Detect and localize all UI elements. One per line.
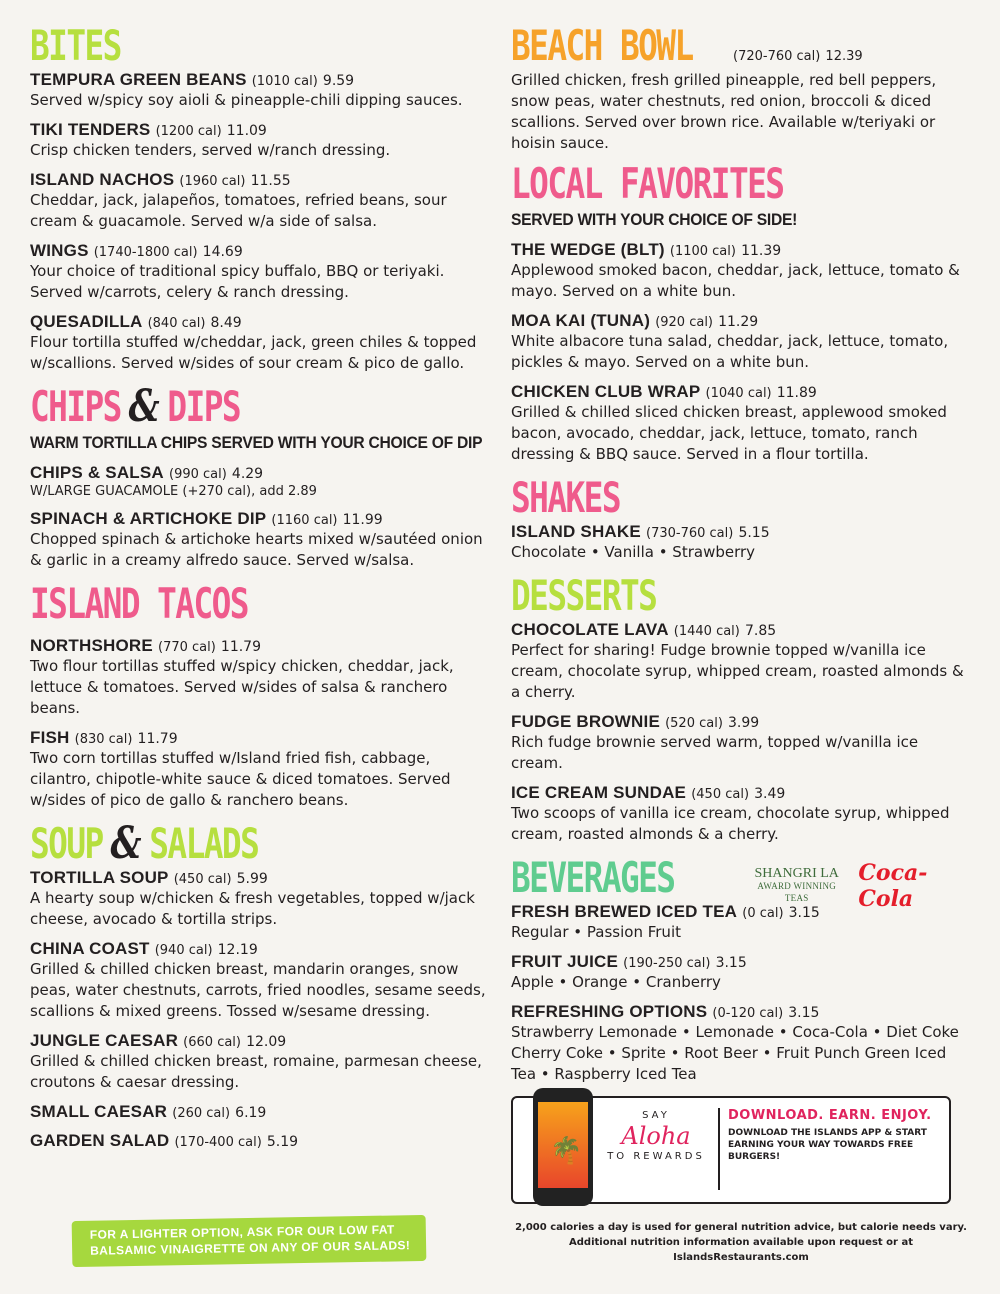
item-description: Grilled chicken, fresh grilled pineapple, red bell peppers, snow peas, water chestnuts, red onion, broccoli & diced scallions. Served over brown rice. Available w/teriyaki or hoisin sauce. — [511, 71, 937, 152]
title-part: SALADS — [149, 819, 259, 868]
menu-item — [511, 620, 971, 703]
app-promo-box[interactable] — [511, 1096, 951, 1204]
menu-item — [511, 522, 971, 563]
item-name: FRESH BREWED ICED TEA — [511, 902, 738, 921]
nutrition-note: 2,000 calories a day is used for general nutrition advice, but calorie needs vary. Additional nutrition information available upon request or at IslandsRestaurants.com — [515, 1222, 967, 1263]
item-header — [30, 728, 490, 748]
section-subhead: WARM TORTILLA CHIPS SERVED WITH YOUR CHOICE OF DIP — [30, 433, 483, 452]
phone-icon — [533, 1088, 593, 1206]
menu-item — [30, 241, 490, 303]
calories: (1040 cal) — [705, 386, 772, 401]
item-name: CHICKEN CLUB WRAP — [511, 382, 701, 401]
section-beach-bowl — [511, 22, 971, 154]
section-bites — [30, 22, 490, 374]
section-soup-salads — [30, 820, 490, 1151]
calories: (450 cal) — [173, 872, 232, 887]
calories: (990 cal) — [169, 467, 227, 482]
price: 8.49 — [210, 315, 242, 331]
calories: (830 cal) — [74, 732, 133, 747]
item-name: CHINA COAST — [30, 939, 150, 958]
item-description: Flour tortilla stuffed w/cheddar, jack, green chiles & topped w/scallions. Served w/sides of sour cream & pico de gallo. — [30, 333, 477, 372]
promo-headline: DOWNLOAD. EARN. ENJOY. — [728, 1108, 932, 1123]
menu-item — [30, 312, 490, 374]
section-local-favorites — [511, 160, 971, 465]
section-title: SHAKES — [511, 473, 620, 522]
section-title: ISLAND TACOS — [30, 579, 248, 628]
item-header — [30, 868, 490, 888]
menu-item — [511, 1002, 971, 1085]
section-desserts — [511, 572, 971, 845]
calories: (720-760 cal) — [733, 49, 821, 64]
calories: (1010 cal) — [251, 74, 318, 89]
menu-item — [30, 868, 490, 930]
calories: (1440 cal) — [673, 624, 740, 639]
menu-item — [30, 170, 490, 232]
section-title: BEVERAGES — [511, 853, 675, 902]
item-header — [30, 312, 490, 332]
item-header — [30, 463, 490, 483]
item-header — [511, 620, 971, 640]
section-subhead: SERVED WITH YOUR CHOICE OF SIDE! — [511, 210, 798, 229]
price: 12.19 — [217, 942, 258, 958]
item-header — [511, 522, 971, 542]
price: 12.09 — [246, 1034, 287, 1050]
menu-item — [30, 463, 490, 500]
calories: (1200 cal) — [155, 124, 222, 139]
item-description: W/LARGE GUACAMOLE (+270 cal), add 2.89 — [30, 484, 317, 499]
item-name: JUNGLE CAESAR — [30, 1031, 179, 1050]
item-header — [511, 712, 971, 732]
palm-tree-icon: 🌴 — [550, 1136, 583, 1166]
title-part: SOUP — [30, 819, 103, 868]
menu-item — [511, 382, 971, 465]
item-name: REFRESHING OPTIONS — [511, 1002, 708, 1021]
price: 11.79 — [220, 639, 262, 655]
section-title: BITES — [30, 21, 121, 70]
item-description: Your choice of traditional spicy buffalo, BBQ or teriyaki. Served w/carrots, celery & ranch dressing. — [30, 262, 445, 301]
say-aloha-logo — [601, 1110, 711, 1162]
menu-item — [511, 952, 971, 993]
phone-screen — [538, 1102, 588, 1188]
promo-text: DOWNLOAD THE ISLANDS APP & START EARNING YOUR WAY TOWARDS FREE BURGERS! — [728, 1128, 927, 1162]
price: 11.99 — [342, 512, 383, 528]
item-description: Chocolate • Vanilla • Strawberry — [511, 543, 756, 561]
calories: (1740-1800 cal) — [93, 245, 198, 260]
item-name: THE WEDGE (BLT) — [511, 240, 665, 259]
item-name: TIKI TENDERS — [30, 120, 151, 139]
item-name: GARDEN SALAD — [30, 1131, 170, 1150]
item-header — [30, 636, 490, 656]
aloha-text: Aloha — [621, 1122, 691, 1150]
section-beverages — [511, 854, 971, 1085]
menu-item — [511, 240, 971, 302]
item-description: Apple • Orange • Cranberry — [511, 973, 721, 991]
section-title — [30, 820, 389, 868]
title-part: DIPS — [167, 382, 241, 431]
price: 3.15 — [788, 1005, 820, 1021]
calories: (770 cal) — [158, 640, 216, 655]
item-header — [30, 241, 490, 261]
item-name: FUDGE BROWNIE — [511, 712, 660, 731]
item-name: NORTHSHORE — [30, 636, 153, 655]
item-name: WINGS — [30, 241, 89, 260]
calories: (730-760 cal) — [646, 526, 734, 541]
item-name: FISH — [30, 728, 70, 747]
calories: (0 cal) — [742, 906, 784, 921]
price: 12.39 — [825, 49, 863, 64]
item-name: QUESADILLA — [30, 312, 143, 331]
item-description: Rich fudge brownie served warm, topped w/vanilla ice cream. — [511, 733, 919, 772]
item-header — [511, 1002, 971, 1022]
menu-item — [30, 1102, 490, 1122]
item-description: White albacore tuna salad, cheddar, jack, lettuce, tomato, pickles & mayo. Served on a white bun. — [511, 332, 949, 371]
item-name: ICE CREAM SUNDAE — [511, 783, 687, 802]
section-chips-dips — [30, 383, 490, 571]
item-description: Grilled & chilled sliced chicken breast, applewood smoked bacon, avocado, cheddar, jack, lettuce, tomato, ranch dressing & BBQ sauce. Served in a flour tortilla. — [511, 403, 947, 463]
price: 9.59 — [322, 73, 355, 89]
price: 4.29 — [231, 466, 264, 482]
ampersand: & — [128, 381, 160, 432]
price: 11.09 — [226, 123, 267, 139]
item-name: ISLAND SHAKE — [511, 522, 641, 541]
item-description: Two flour tortillas stuffed w/spicy chicken, cheddar, jack, lettuce & tomatoes. Served w/sides of salsa & ranchero beans. — [30, 657, 454, 717]
menu-item — [511, 712, 971, 774]
price: 5.19 — [266, 1134, 299, 1150]
price: 6.19 — [235, 1105, 267, 1121]
calories: (840 cal) — [147, 316, 206, 331]
menu-item — [30, 1031, 490, 1093]
lighter-option-banner: FOR A LIGHTER OPTION, ASK FOR OUR LOW FAT BALSAMIC VINAIGRETTE ON ANY OF OUR SALADS! — [72, 1215, 427, 1267]
calories: (660 cal) — [183, 1035, 241, 1050]
item-description: Two scoops of vanilla ice cream, chocolate syrup, whipped cream, roasted almonds & a cherry. — [511, 804, 950, 843]
item-description: Grilled & chilled chicken breast, mandarin oranges, snow peas, water chestnuts, carrots, fried noodles, sesame seeds, scallions & mixed greens. Tossed w/sesame dressing. — [30, 960, 486, 1020]
price: 3.15 — [715, 955, 747, 971]
menu-item — [30, 939, 490, 1022]
item-description: Served w/spicy soy aioli & pineapple-chili dipping sauces. — [30, 91, 463, 109]
menu-item — [30, 120, 490, 161]
download-callout — [718, 1108, 950, 1190]
item-name: SPINACH & ARTICHOKE DIP — [30, 509, 267, 528]
item-header — [511, 783, 971, 803]
say-text: SAY — [642, 1110, 670, 1121]
price: 11.55 — [250, 173, 291, 189]
price: 3.49 — [754, 786, 786, 802]
price: 11.89 — [776, 385, 817, 401]
item-description: Chopped spinach & artichoke hearts mixed w/sautéed onion & garlic in a creamy alfredo sauce. Served w/salsa. — [30, 530, 483, 569]
item-description: Cheddar, jack, jalapeños, tomatoes, refried beans, sour cream & guacamole. Served w/a side of salsa. — [30, 191, 447, 230]
item-name: FRUIT JUICE — [511, 952, 619, 971]
section-title: BEACH BOWL — [511, 21, 693, 70]
shangri-la-tagline: AWARD WINNING TEAS — [757, 881, 837, 903]
price: 11.39 — [741, 243, 782, 259]
item-header — [30, 170, 490, 190]
item-header — [30, 939, 490, 959]
menu-item — [30, 1131, 490, 1151]
right-column — [511, 22, 971, 1094]
rewards-text: TO REWARDS — [607, 1151, 705, 1162]
item-description: Regular • Passion Fruit — [511, 923, 681, 941]
item-header — [30, 70, 490, 90]
section-title: LOCAL FAVORITES — [511, 159, 784, 208]
calories: (920 cal) — [655, 315, 714, 330]
calories: (940 cal) — [154, 943, 213, 958]
menu-item — [30, 509, 490, 571]
section-title: DESSERTS — [511, 571, 657, 620]
item-name: TORTILLA SOUP — [30, 868, 169, 887]
calories: (190-250 cal) — [623, 956, 711, 971]
price: 5.15 — [738, 525, 770, 541]
item-header — [30, 120, 490, 140]
item-description: Grilled & chilled chicken breast, romaine, parmesan cheese, croutons & caesar dressing. — [30, 1052, 482, 1091]
calories: (260 cal) — [172, 1106, 231, 1121]
ampersand: & — [110, 818, 142, 869]
calories: (170-400 cal) — [174, 1135, 262, 1150]
item-description: Crisp chicken tenders, served w/ranch dressing. — [30, 141, 391, 159]
item-name: MOA KAI (TUNA) — [511, 311, 651, 330]
item-header — [30, 1131, 490, 1151]
item-header — [30, 1102, 490, 1122]
section-island-tacos — [30, 580, 490, 811]
price: 11.79 — [137, 731, 178, 747]
item-name: CHOCOLATE LAVA — [511, 620, 669, 639]
item-header — [511, 311, 971, 331]
calories: (0-120 cal) — [712, 1006, 784, 1021]
calories: (450 cal) — [691, 787, 750, 802]
item-header — [511, 240, 971, 260]
item-header — [30, 509, 490, 529]
price: 14.69 — [202, 244, 243, 260]
menu-item — [511, 311, 971, 373]
calories: (520 cal) — [665, 716, 723, 731]
item-description: Strawberry Lemonade • Lemonade • Coca-Cola • Diet Coke Cherry Coke • Sprite • Root Beer • Fruit Punch Green Iced Tea • Raspberry Iced Tea — [511, 1023, 959, 1083]
price: 3.99 — [728, 715, 760, 731]
price: 5.99 — [236, 871, 268, 887]
coca-cola-logo: Coca-Cola — [858, 860, 928, 912]
price: 3.15 — [788, 905, 820, 921]
item-header — [511, 382, 971, 402]
brand-logos — [749, 860, 971, 912]
item-description: Two corn tortillas stuffed w/Island fried fish, cabbage, cilantro, chipotle-white sauce & diced tomatoes. Served w/sides of pico de gallo & ranchero beans. — [30, 749, 451, 809]
item-name: ISLAND NACHOS — [30, 170, 175, 189]
menu-item — [30, 70, 490, 111]
price: 7.85 — [744, 623, 777, 639]
left-column — [30, 22, 490, 1160]
section-shakes — [511, 474, 971, 563]
item-description: A hearty soup w/chicken & fresh vegetables, topped w/jack cheese, avocado & tortilla strips. — [30, 889, 475, 928]
menu-item — [511, 783, 971, 845]
menu-item — [30, 636, 490, 719]
calories: (1960 cal) — [179, 174, 246, 189]
shangri-la-name: SHANGRI LA — [754, 866, 839, 881]
price: 11.29 — [718, 314, 759, 330]
section-title — [30, 383, 389, 431]
item-description: Applewood smoked bacon, cheddar, jack, lettuce, tomato & mayo. Served on a white bun. — [511, 261, 960, 300]
item-name: TEMPURA GREEN BEANS — [30, 70, 247, 89]
item-name: CHIPS & SALSA — [30, 463, 164, 482]
title-part: CHIPS — [30, 382, 121, 431]
calories: (1100 cal) — [669, 244, 736, 259]
item-header — [30, 1031, 490, 1051]
menu-item — [30, 728, 490, 811]
calories: (1160 cal) — [271, 513, 338, 528]
item-header — [511, 952, 971, 972]
item-description: Perfect for sharing! Fudge brownie topped w/vanilla ice cream, chocolate syrup, whipped cream, roasted almonds & a cherry. — [511, 641, 964, 701]
shangri-la-logo — [749, 868, 844, 904]
item-name: SMALL CAESAR — [30, 1102, 168, 1121]
